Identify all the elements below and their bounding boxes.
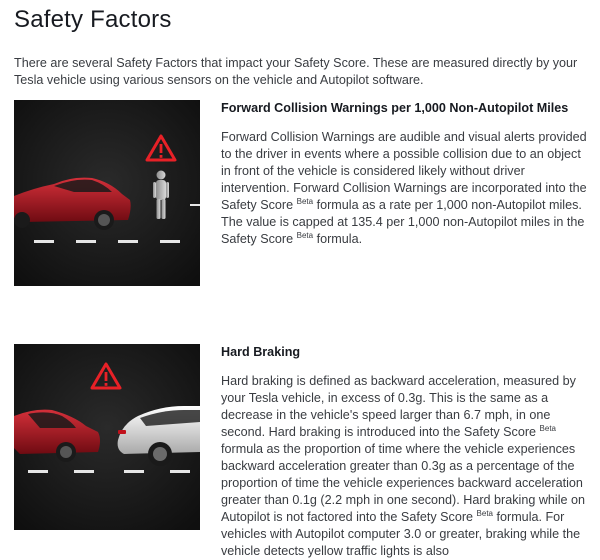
factor-title-forward-collision: Forward Collision Warnings per 1,000 Non-Autopilot Miles xyxy=(221,101,569,115)
forward-collision-illustration xyxy=(14,100,200,286)
factor-body-hard-braking: Hard braking is defined as backward acceleration, measured by your Tesla vehicle, in excess of 0.3g. This is the same as a decrease in the vehicle's speed larger than 6.7 mph, in one second. Hard braking is introduced into the Safety Score $^{Beta}$ formula as the proportion of time where the vehicle experiences backward acceleration greater than 0.3g as a percentage of the proportion of time the vehicle experiences backward acceleration greater than 0.1g (2.2 mph in one second). Hard braking while on Autopilot is not factored into the Safety Score $^{Beta}$ formula. For vehicles with Autopilot computer 3.0 or greater, braking while the vehicle detects yellow traffic lights is also xyxy=(221,374,586,558)
hard-braking-illustration xyxy=(14,344,200,530)
intro-text: There are several Safety Factors that impact your Safety Score. These are measured directly by your Tesla vehicle using various sensors on the vehicle and Autopilot software. xyxy=(14,56,578,87)
page-title: Safety Factors xyxy=(14,6,172,33)
factor-body-forward-collision: Forward Collision Warnings are audible and visual alerts provided to the driver in events where a possible collision due to an object in front of the vehicle is considered likely without driver intervention. Forward Collision Warnings are incorporated into the Safety Score $^{Beta}$ formula as a rate per 1,000 non-Autopilot miles. The value is capped at 135.4 per 1,000 non-Autopilot miles in the Safety Score $^{Beta}$ formula. xyxy=(221,130,587,246)
factor-title-hard-braking: Hard Braking xyxy=(221,345,301,359)
